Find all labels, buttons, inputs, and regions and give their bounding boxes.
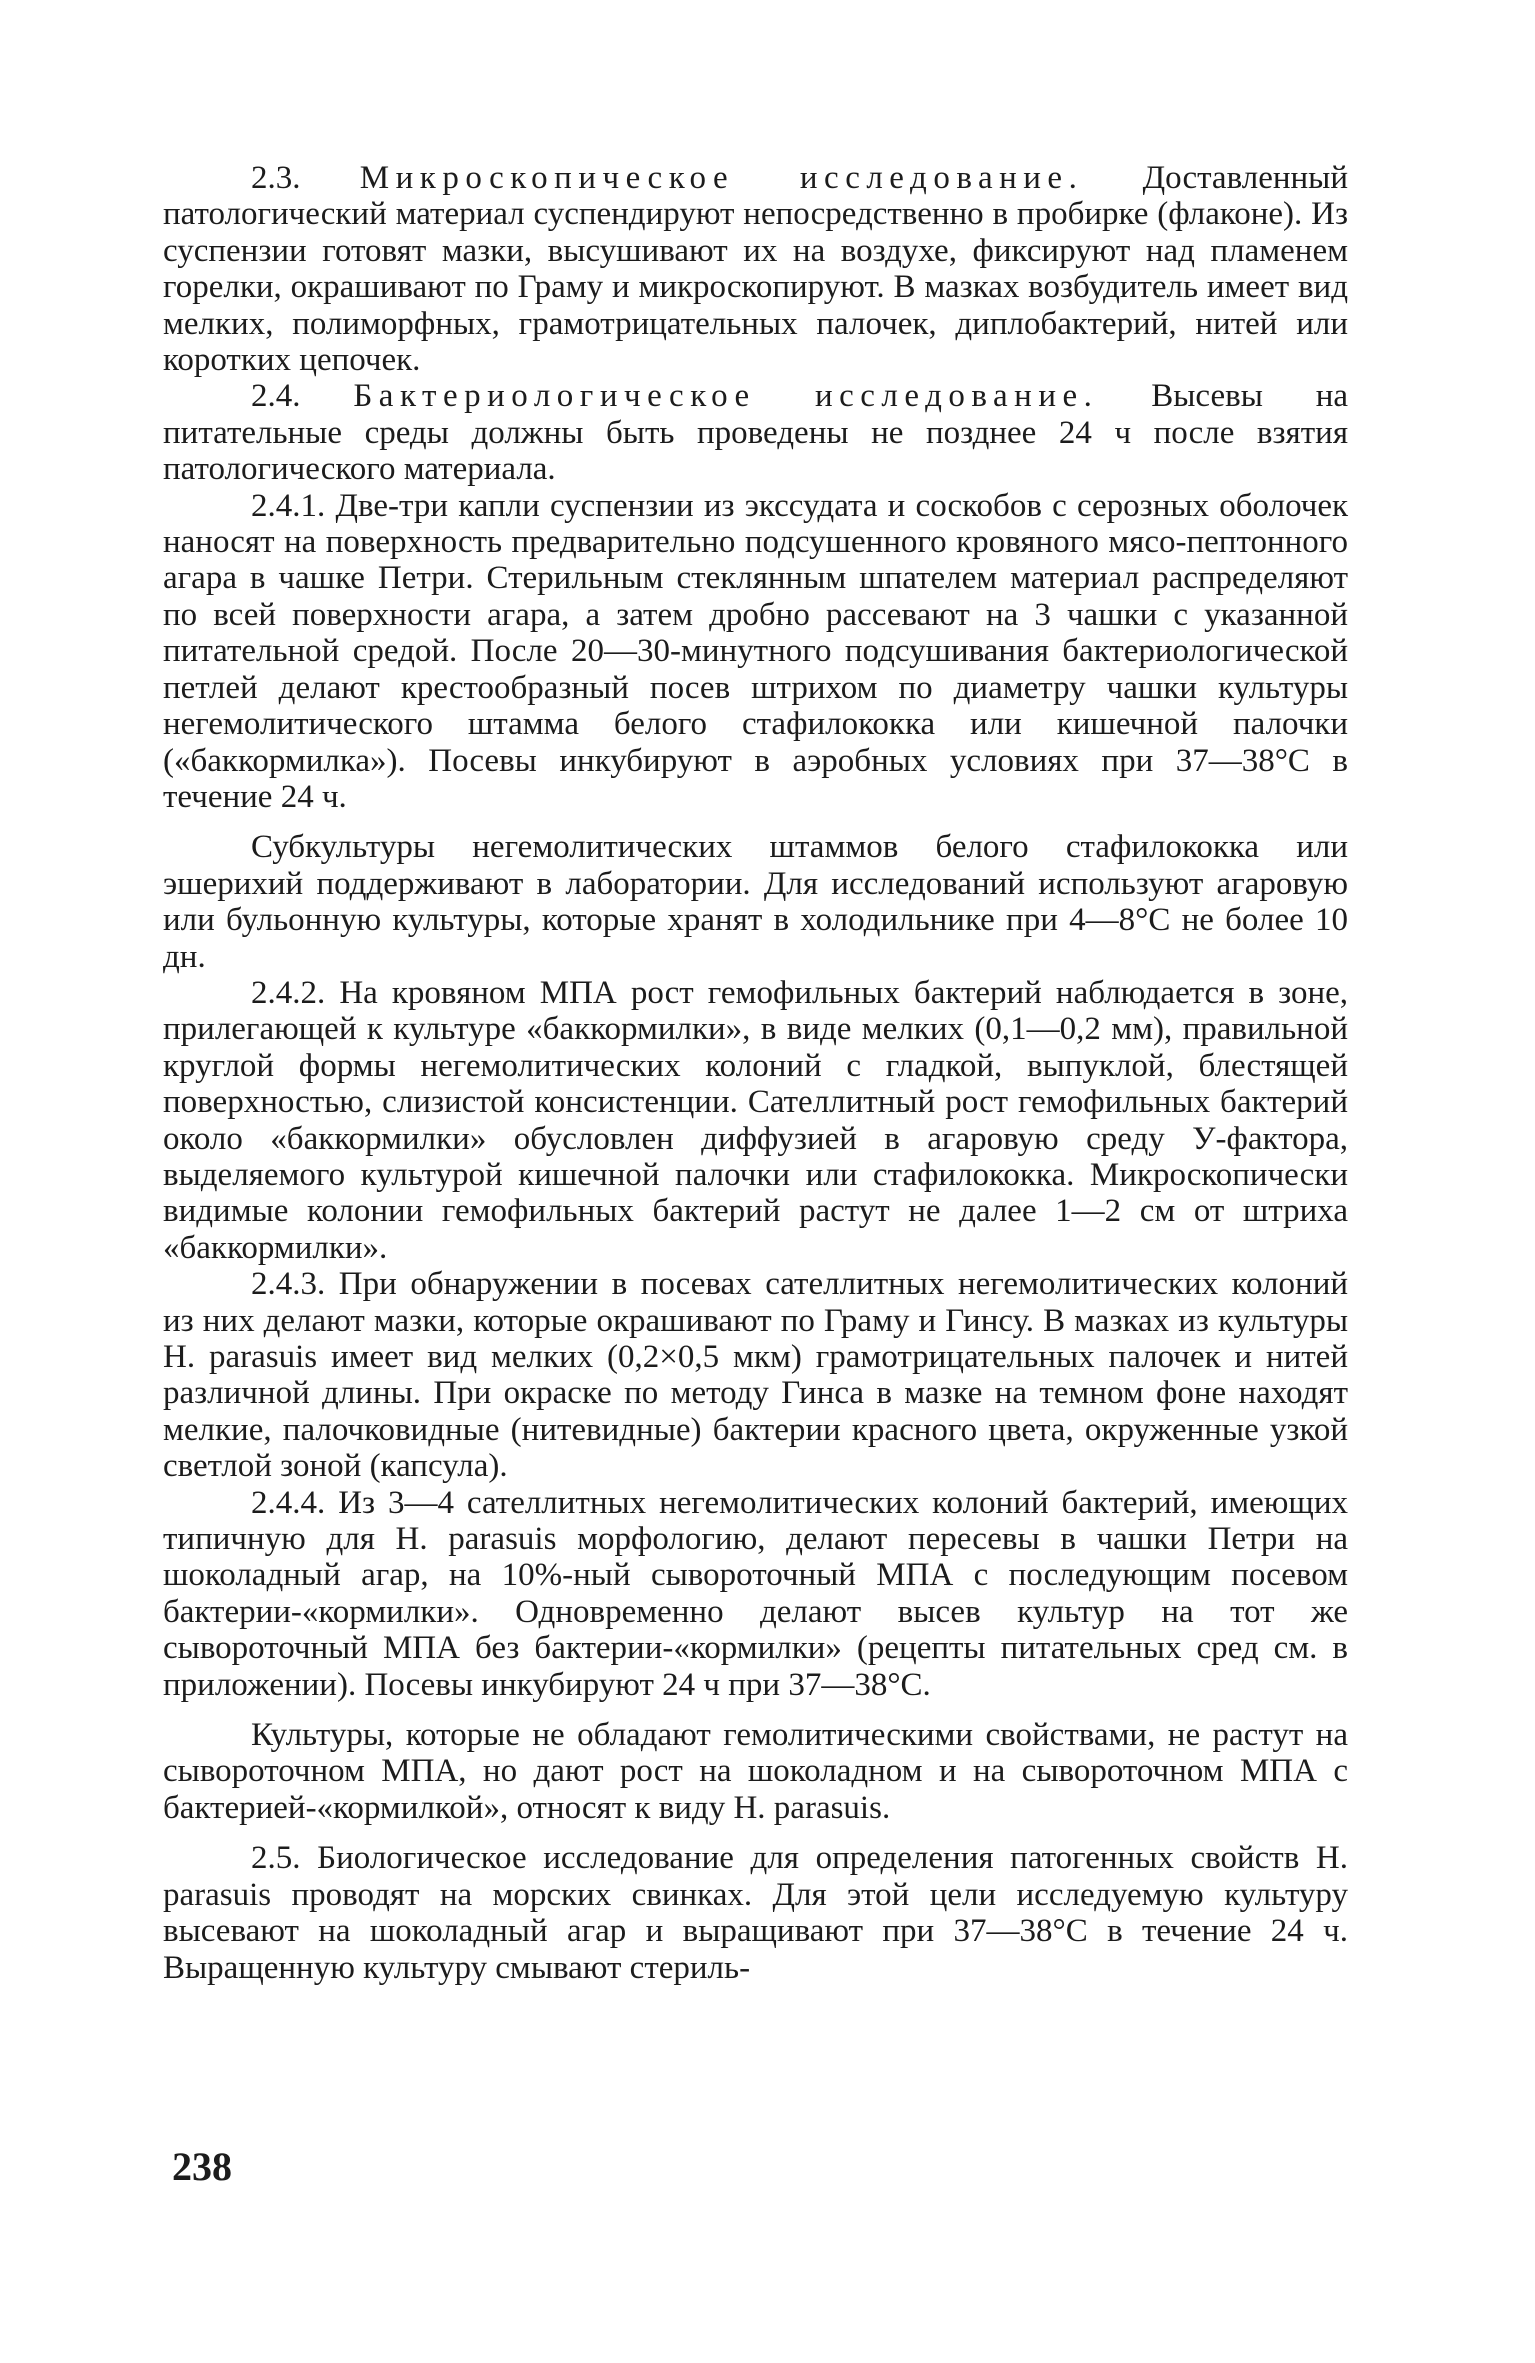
paragraph-2-5 <box>163 1840 1348 1986</box>
section-number: 2.4.3. <box>251 1266 326 1303</box>
section-number: 2.4.4. <box>251 1484 326 1521</box>
paragraph-text: На кровяном МПА рост гемофильных бактерий наблюдается в зоне, прилегающей к культуре «баккормилки», в виде мелких (0,1—0,2 мм), правильной круглой формы негемолитических колоний с гладкой, выпуклой, блестящей поверхностью, слизистой консистенции. Сателлитный рост гемофильных бактерий около «баккормилки» обусловлен диффузией в агаровую среду У-фактора, выделяемого культурой кишечной палочки или стафилококка. Микроскопически видимые колонии гемофильных бактерий растут не далее 1—2 см от штриха «баккормилки». <box>163 974 1349 1266</box>
paragraph-text: При обнаружении в посевах сателлитных негемолитических колоний из них делают мазки, которые окрашивают по Граму и Гинсу. В мазках из культуры H. parasuis имеет вид мелких (0,2×0,5 мкм) грамотрицательных палочек и нитей различной длины. При окраске по методу Гинса в мазке на темном фоне находят мелкие, палочковидные (нитевидные) бактерии красного цвета, окруженные узкой светлой зоной (капсула). <box>163 1266 1349 1485</box>
section-heading: Бактериологическое исследование. <box>353 378 1099 415</box>
paragraph-subcultures <box>163 829 1348 975</box>
section-heading: Микроскопическое исследование. <box>359 160 1084 196</box>
paragraph-text: Высевы на питательные среды должны быть проведены не позднее 24 ч после взятия патологического материала. <box>163 378 1349 488</box>
page-number: 238 <box>172 2144 232 2189</box>
section-number: 2.4.2. <box>251 974 326 1011</box>
paragraph-text: Из 3—4 сателлитных негемолитических колоний бактерий, имеющих типичную для H. parasuis морфологию, делают пересевы в чашки Петри на шоколадный агар, на 10%-ный сывороточный МПА с последующим посевом бактерии-«кормилки». Одновременно делают высев культур на тот же сывороточный МПА без бактерии-«кормилки» (рецепты питательных сред см. в приложении). Посевы инкубируют 24 ч при 37—38°С. <box>163 1484 1349 1703</box>
paragraph-2-4-2 <box>163 975 1348 1266</box>
paragraph-2-4-1 <box>163 488 1348 816</box>
paragraph-cultures <box>163 1717 1348 1826</box>
paragraph-2-4 <box>163 378 1348 487</box>
paragraph-2-4-3 <box>163 1266 1348 1484</box>
paragraph-2-4-4 <box>163 1485 1348 1703</box>
paragraph-text: Две-три капли суспензии из экссудата и соскобов с серозных оболочек наносят на поверхность предварительно подсушенного кровяного мясо-пептонного агара в чашке Петри. Стерильным стеклянным шпателем материал распределяют по всей поверхности агара, а затем дробно рассевают на 3 чашки с указанной питательной средой. После 20—30-минутного подсушивания бактериологической петлей делают крестообразный посев штрихом по диаметру чашки культуры негемолитического штамма белого стафилококка или кишечной палочки («баккормилка»). Посевы инкубируют в аэробных условиях при 37—38°С в течение 24 ч. <box>163 487 1348 815</box>
section-number: 2.5. <box>251 1840 301 1877</box>
section-number: 2.3. <box>251 160 301 196</box>
section-number: 2.4.1. <box>251 487 326 524</box>
paragraph-text: Субкультуры негемолитических штаммов белого стафилококка или эшерихий поддерживают в лаборатории. Для исследований используют агаровую или бульонную культуры, которые хранят в холодильнике при 4—8°С не более 10 дн. <box>163 829 1348 975</box>
paragraph-text: Доставленный патологический материал суспендируют непосредственно в пробирке (флаконе). Из суспензии готовят мазки, высушивают их на воздухе, фиксируют над пламенем горелки, окрашивают по Граму и микроскопируют. В мазках возбудитель имеет вид мелких, полиморфных, грамотрицательных палочек, диплобактерий, нитей или коротких цепочек. <box>163 160 1348 379</box>
document-page <box>163 160 1348 1986</box>
section-number: 2.4. <box>251 378 301 415</box>
paragraph-text: Биологическое исследование для определения патогенных свойств H. parasuis проводят на морских свинках. Для этой цели исследуемую культуру высевают на шоколадный агар и выращивают при 37—38°С в течение 24 ч. Выращенную культуру смывают стериль- <box>163 1840 1349 1986</box>
paragraph-text: Культуры, которые не обладают гемолитическими свойствами, не растут на сывороточном МПА, но дают рост на шоколадном и на сывороточном МПА с бактерией-«кормилкой», относят к виду H. parasuis. <box>163 1717 1348 1826</box>
paragraph-2-3 <box>163 160 1348 378</box>
